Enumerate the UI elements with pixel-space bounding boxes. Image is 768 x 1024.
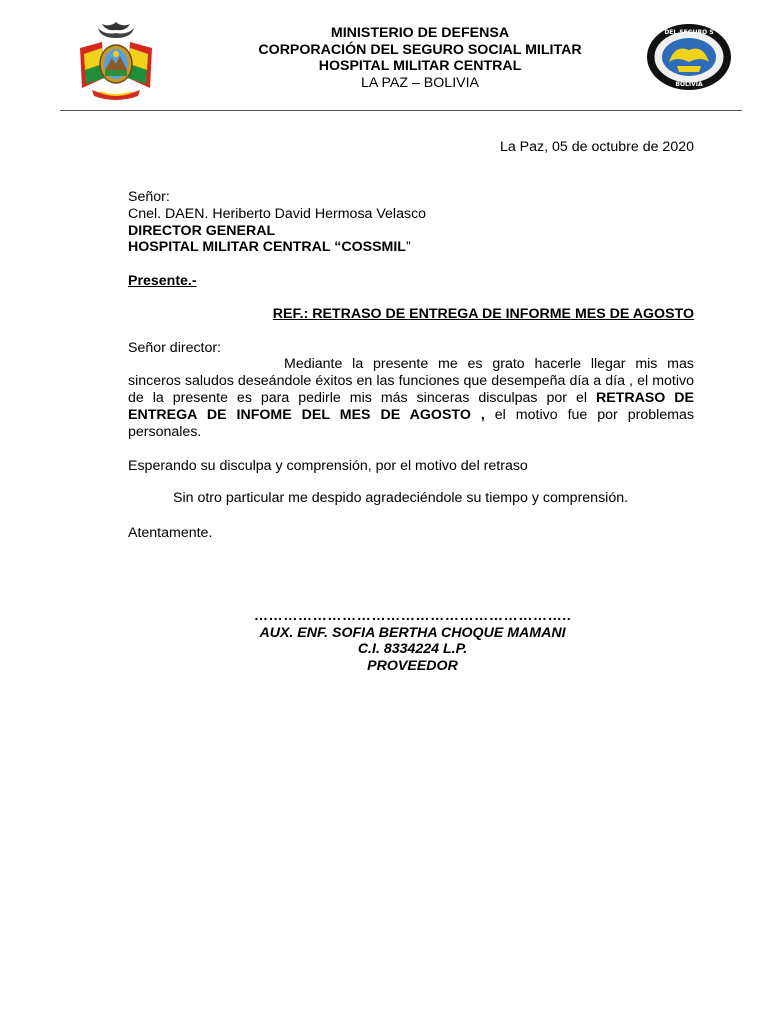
letterhead-corporation: CORPORACIÓN DEL SEGURO SOCIAL MILITAR [258,41,582,58]
recipient-salutation: Señor: [128,189,170,205]
recipient-institution [128,239,426,256]
recipient-institution-name: HOSPITAL MILITAR CENTRAL “COSSMIL [128,239,406,256]
signature-line: ……………………………………………………….. [253,608,572,624]
body-paragraph-bold: RETRASO DE ENTREGA DE INFOME DEL MES DE AGOSTO , [128,390,695,423]
body-paragraph-text-2: el motivo fue por problemas personales. [128,407,694,440]
letterhead-ministry: MINISTERIO DE DEFENSA [330,25,510,41]
letterhead-hospital: HOSPITAL MILITAR CENTRAL [318,58,522,74]
header-divider [60,110,742,111]
recipient-institution-quote: ” [405,239,411,256]
recipient-title: DIRECTOR GENERAL [128,222,276,239]
closing: Atentamente. [128,525,213,541]
letter-date: La Paz, 05 de octubre de 2020 [499,139,694,155]
letterhead [180,25,660,91]
body-paragraph [128,356,694,441]
letterhead-location: LA PAZ – BOLIVIA [360,74,480,91]
signer-role: PROVEEDOR [367,657,458,674]
presente-label: Presente.- [128,273,197,289]
farewell-paragraph: Sin otro particular me despido agradeciéndole su tiempo y comprensión. [173,490,629,506]
signer-name: AUX. ENF. SOFIA BERTHA CHOQUE MAMANI [259,624,566,641]
greeting: Señor director: [128,340,222,356]
reference-line: REF.: RETRASO DE ENTREGA DE INFORME MES DE AGOSTO [272,306,694,322]
apology-paragraph: Esperando su disculpa y comprensión, por el motivo del retraso [128,458,528,474]
coat-of-arms-icon [72,18,160,102]
svg-text:DEL SEGURO S: DEL SEGURO S [664,29,714,36]
body-paragraph-text-1: Mediante la presente me es grato hacerle llegar mis mas sinceros saludos deseándole éxitos en las funciones que desempeña día a día , el motivo de la presente es para pedirle mis más sinceras disculpas por el [128,356,694,406]
signer-id: C.I. 8334224 L.P. [357,641,468,657]
signature-block [180,608,645,674]
svg-text:BOLIVIA: BOLIVIA [675,81,703,88]
recipient-block [128,189,426,256]
recipient-name: Cnel. DAEN. Heriberto David Hermosa Velasco [128,205,427,222]
